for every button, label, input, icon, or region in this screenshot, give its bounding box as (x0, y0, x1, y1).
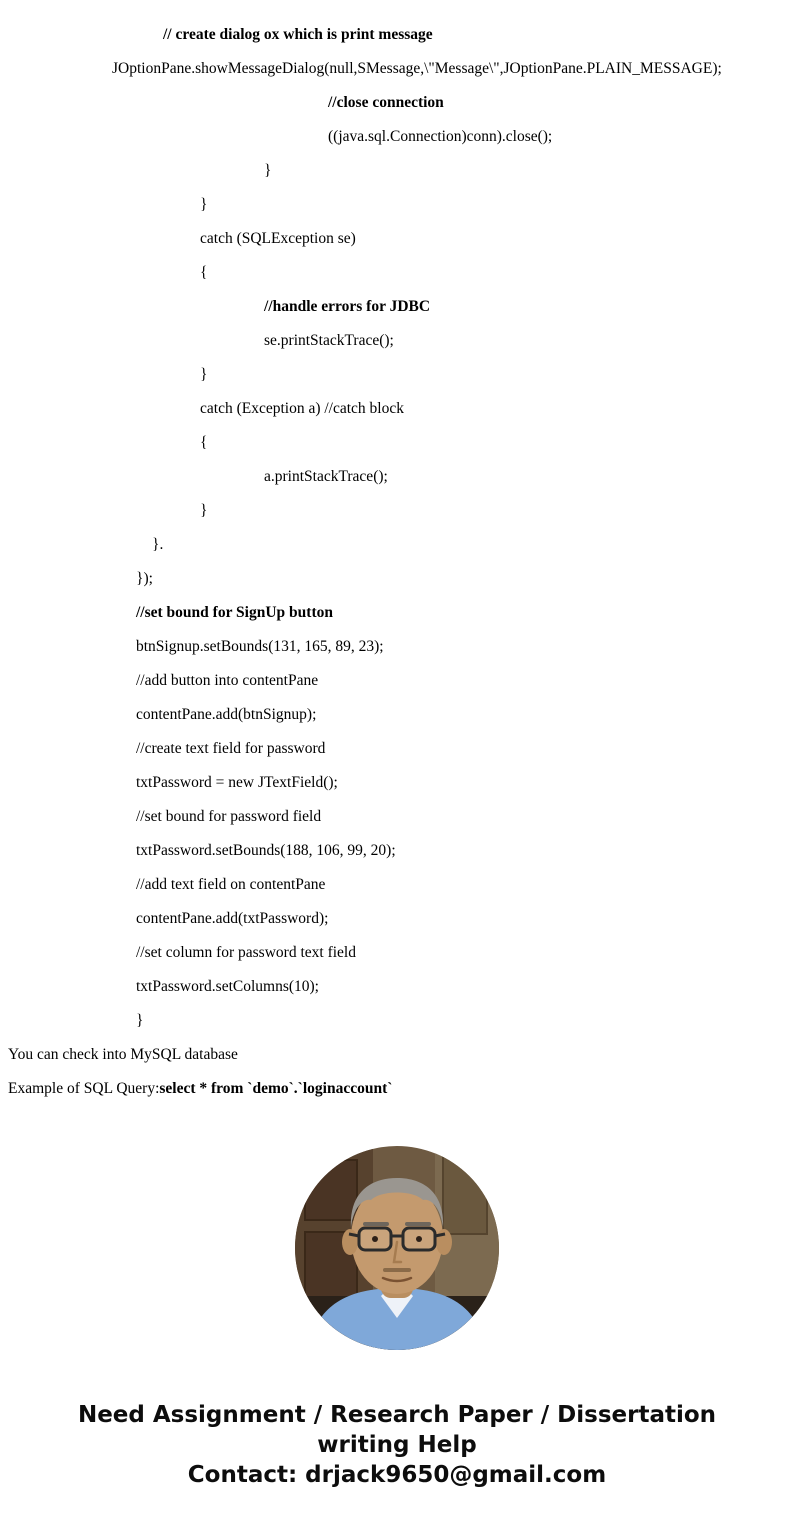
code-text: } (200, 196, 208, 213)
code-text: //set bound for SignUp button (136, 604, 333, 621)
code-line (0, 52, 794, 86)
code-line (0, 902, 794, 936)
code-line (0, 868, 794, 902)
code-line (0, 290, 794, 324)
code-text: }); (136, 570, 153, 587)
code-line (0, 1072, 794, 1106)
code-line (0, 970, 794, 1004)
code-line (0, 256, 794, 290)
code-line (0, 392, 794, 426)
code-text: txtPassword.setBounds(188, 106, 99, 20); (136, 842, 396, 859)
code-text: //set bound for password field (136, 808, 322, 825)
code-text: contentPane.add(txtPassword); (136, 910, 329, 927)
footer-help-text (0, 1400, 794, 1490)
code-line (0, 1004, 794, 1038)
code-line (0, 936, 794, 970)
code-line (0, 324, 794, 358)
code-text: // create dialog ox which is print message (163, 26, 433, 43)
help-heading: Need Assignment / Research Paper / Dissertation writing Help (77, 1402, 717, 1458)
person-photo (295, 1146, 499, 1350)
code-text: select * from `demo`.`loginaccount` (159, 1080, 393, 1097)
code-line (0, 358, 794, 392)
code-text: //add button into contentPane (136, 672, 319, 689)
code-text: }. (152, 536, 164, 553)
code-text: catch (SQLException se) (200, 230, 356, 247)
code-line (0, 494, 794, 528)
code-line (0, 596, 794, 630)
code-text: //create text field for password (136, 740, 326, 757)
code-text: //set column for password text field (136, 944, 356, 961)
code-text: //close connection (328, 94, 444, 111)
code-line (0, 86, 794, 120)
code-text: } (136, 1012, 144, 1029)
photo-container (0, 1146, 794, 1350)
code-line (0, 460, 794, 494)
code-text: } (264, 162, 272, 179)
code-text: Example of SQL Query: (8, 1080, 160, 1097)
code-line (0, 120, 794, 154)
code-text: { (200, 434, 208, 451)
code-text: ((java.sql.Connection)conn).close(); (328, 128, 553, 145)
code-line (0, 426, 794, 460)
code-text: a.printStackTrace(); (264, 468, 388, 485)
code-text: //handle errors for JDBC (264, 298, 431, 315)
code-text: You can check into MySQL database (8, 1046, 238, 1063)
code-line (0, 766, 794, 800)
code-line (0, 154, 794, 188)
code-line (0, 1038, 794, 1072)
code-line (0, 630, 794, 664)
code-text: txtPassword = new JTextField(); (136, 774, 338, 791)
code-line (0, 528, 794, 562)
code-text: contentPane.add(btnSignup); (136, 706, 317, 723)
code-line (0, 562, 794, 596)
code-line (0, 18, 794, 52)
code-text: } (200, 366, 208, 383)
code-text: { (200, 264, 208, 281)
code-line (0, 732, 794, 766)
code-line (0, 188, 794, 222)
code-text: JOptionPane.showMessageDialog(null,SMessage,\"Message\",JOptionPane.PLAIN_MESSAGE); (112, 60, 722, 77)
code-text: catch (Exception a) //catch block (200, 400, 404, 417)
code-text: } (200, 502, 208, 519)
contact-email: Contact: drjack9650@gmail.com (187, 1462, 607, 1488)
code-text: btnSignup.setBounds(131, 165, 89, 23); (136, 638, 384, 655)
code-line (0, 698, 794, 732)
code-line (0, 222, 794, 256)
code-text: txtPassword.setColumns(10); (136, 978, 319, 995)
code-text: //add text field on contentPane (136, 876, 326, 893)
code-line (0, 834, 794, 868)
code-text: se.printStackTrace(); (264, 332, 394, 349)
code-line (0, 664, 794, 698)
code-line (0, 800, 794, 834)
